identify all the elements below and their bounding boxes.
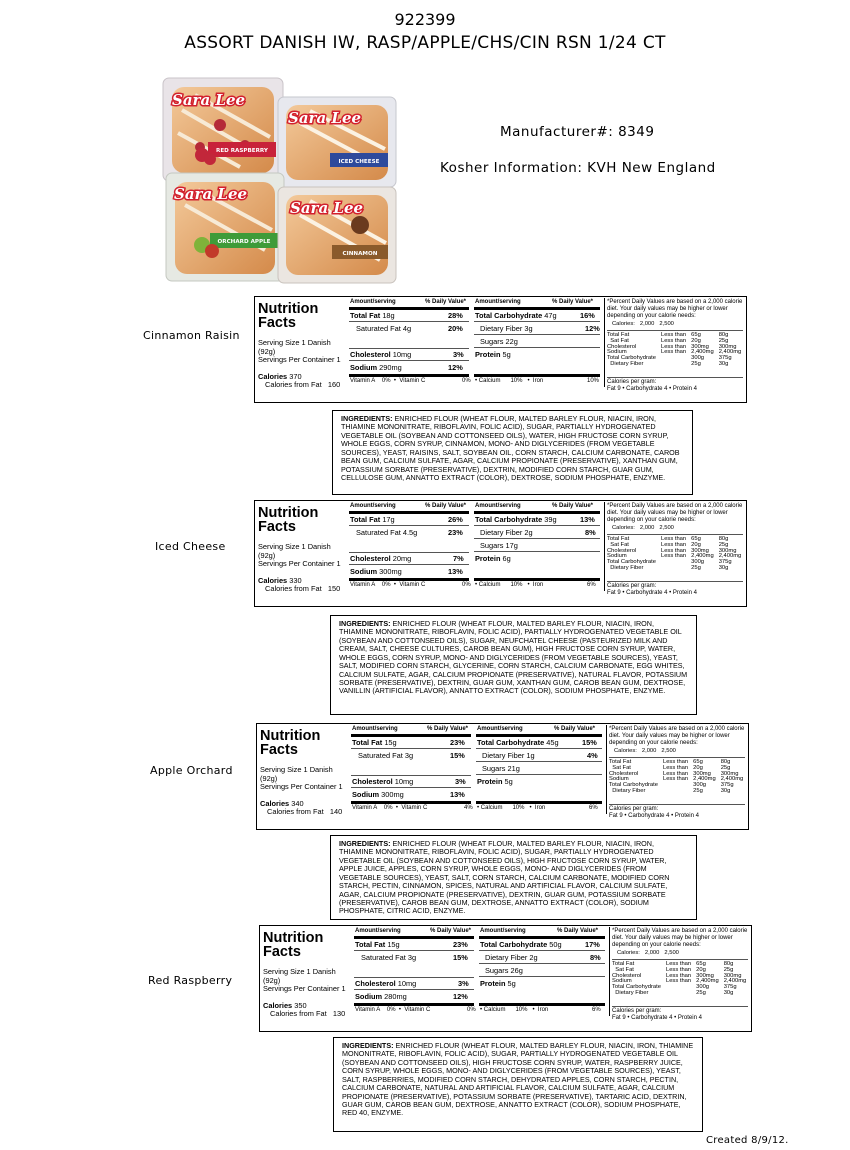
cholesterol: Cholesterol 10mg (352, 777, 414, 786)
package-orchard-apple (166, 173, 284, 281)
saturated-fat: Saturated Fat 3g (361, 953, 417, 962)
sodium: Sodium 280mg (355, 992, 407, 1001)
dietary-fiber: Dietary Fiber 2g (480, 528, 533, 537)
product-name: Apple Orchard (150, 764, 233, 777)
nutrition-title: Facts (258, 315, 296, 331)
iron-value: 6% (592, 1007, 601, 1013)
nutrition-title: Facts (263, 944, 301, 960)
daily-values-table: Total Fat Less than 65g 80g Sat Fat Less than 20g 25g Cholesterol Less than 300mg 300mg Sodium Less than 2,400mg 2,400mg Total Carbohydrate 300g 375g Dietary Fiber 25g 30g (607, 332, 742, 367)
daily-values-table: Total Fat Less than 65g 80g Sat Fat Less than 20g 25g Cholesterol Less than 300mg 300mg Sodium Less than 2,400mg 2,400mg Total Carbohydrate 300g 375g Dietary Fiber 25g 30g (612, 961, 747, 996)
total-carbohydrate: Total Carbohydrate 39g (475, 515, 557, 524)
amount-per-serving-header: Amount/serving (355, 928, 401, 934)
calories-from-fat: Calories from Fat 160 (265, 380, 341, 389)
calories-from-fat: Calories from Fat 140 (267, 807, 343, 816)
manufacturer-number: Manufacturer#: 8349 (500, 124, 655, 140)
nutrition-facts-panel (254, 296, 747, 403)
vitamin-c-value: 0% (462, 582, 471, 588)
ingredients-text: ENRICHED FLOUR (WHEAT FLOUR, MALTED BARLEY FLOUR, NIACIN, IRON, THIAMINE MONONITRATE, RIBOFLAVIN, FOLIC ACID), SUGAR, PARTIALLY HYDROGENATED VEGETABLE OIL (SOYBEAN AND COTTONSEED OILS), HIGH FRUCTOSE CORN SYRUP, WATER, RASPBERRY JUICE, CORN SYRUP, WHOLE EGGS, MONO- AND DIGLYCERIDES (FROM VEGETABLE SOURCES), YEAST, SALT, RASPBERRIES, MODIFIED CORN STARCH, DEHYDRATED APPLES, CORN STARCH, PECTIN, CALCIUM CARBONATE, NATURAL AND ARTIFICIAL FLAVOR, CALCIUM SULFATE, AGAR, CALCIUM PROPIONATE (PRESERVATIVE), POTASSIUM SORBATE (PRESERVATIVE), TARTARIC ACID, DEXTRIN, GUAR GUM, CAROB BEAN GUM, DEXTROSE, ANNATTO EXTRACT (COLOR), SODIUM PHOSPHATE, RED 40, ENZYME. (342, 1041, 694, 1118)
calories: Calories 340 (260, 799, 304, 808)
iron-value: 6% (587, 582, 596, 588)
svg-text:Sara Lee: Sara Lee (290, 199, 364, 217)
total-carbohydrate-dv: 16% (580, 311, 595, 320)
package-cinnamon (278, 187, 396, 283)
calories-per-gram-values: Fat 9 • Carbohydrate 4 • Protein 4 (607, 590, 697, 596)
ingredients-label: INGREDIENTS: (339, 619, 391, 628)
daily-values-table: Calories: 2,000 2,500 (612, 321, 674, 327)
total-carbohydrate-dv: 13% (580, 515, 595, 524)
ingredients-label: INGREDIENTS: (342, 1041, 394, 1050)
daily-value-footnote: *Percent Daily Values are based on a 2,000 calorie diet. Your daily values may be higher or lower depending on your calorie needs: (609, 726, 745, 746)
cholesterol: Cholesterol 10mg (355, 979, 417, 988)
daily-values-table: Calories: 2,000 2,500 (617, 950, 679, 956)
dietary-fiber-dv: 12% (585, 324, 600, 333)
nutrition-title: Nutrition (260, 728, 321, 744)
cholesterol: Cholesterol 10mg (350, 350, 412, 359)
daily-value-footnote: *Percent Daily Values are based on a 2,000 calorie diet. Your daily values may be higher or lower depending on your calorie needs: (607, 299, 743, 319)
vitamin-a: Vitamin A 0% • Vitamin C (355, 1007, 431, 1013)
item-description: ASSORT DANISH IW, RASP/APPLE/CHS/CIN RSN 1/24 CT (184, 33, 666, 53)
ingredients-box (330, 615, 697, 715)
ingredients-text: ENRICHED FLOUR (WHEAT FLOUR, MALTED BARLEY FLOUR, NIACIN, IRON, THIAMINE MONONITRATE, RIBOFLAVIN, FOLIC ACID), PARTIALLY HYDROGENATED VEGETABLE OIL (SOYBEAN AND COTTONSEED OILS), SUGAR, NEUFCHATEL CHEESE (PASTEURIZED MILK AND CREAM, SALT, CHEESE CULTURES, CAROB BEAN GUM), HIGH FRUCTOSE CORN SYRUP, WATER, WHOLE EGGS, CORN SYRUP, MONO- AND DIGLYCERIDES (FROM VEGETABLE SOURCES), YEAST, SALT, MODIFIED CORN STARCH, GLYCERINE, CORN STARCH, CALCIUM CARBONATE, EGG WHITES, CALCIUM SULFATE, AGAR, CALCIUM PROPIONATE (PRESERVATIVE), NATURAL FLAVOR, POTASSIUM SORBATE (PRESERVATIVE), DEXTRIN, GUAR GUM, XANTHAN GUM, CAROB BEAN GUM, DEXTROSE, VANILLIN (ARTIFICIAL FLAVOR), ANNATTO EXTRACT (COLOR), SODIUM PHOSPHATE, ENZYME. (339, 619, 688, 696)
calcium: • Calcium 10% • Iron (477, 805, 546, 811)
calcium: • Calcium 10% • Iron (480, 1007, 549, 1013)
servings-per-container: Servings Per Container 1 (263, 984, 346, 993)
svg-text:ORCHARD APPLE: ORCHARD APPLE (217, 239, 271, 245)
sodium-dv: 12% (448, 363, 463, 372)
daily-value-header: % Daily Value* (554, 726, 596, 732)
calcium: • Calcium 10% • Iron (475, 378, 544, 384)
amount-per-serving-header: Amount/serving (475, 299, 521, 305)
nutrition-facts-panel (256, 723, 749, 830)
saturated-fat: Saturated Fat 4g (356, 324, 412, 333)
svg-text:Sara Lee: Sara Lee (288, 109, 362, 127)
serving-grams: (92g) (258, 551, 276, 560)
vitamin-a: Vitamin A 0% • Vitamin C (350, 582, 426, 588)
total-fat-dv: 28% (448, 311, 463, 320)
iron-value: 6% (589, 805, 598, 811)
amount-per-serving-header: Amount/serving (480, 928, 526, 934)
vitamin-c-value: 0% (462, 378, 471, 384)
servings-per-container: Servings Per Container 1 (258, 559, 341, 568)
daily-value-header: % Daily Value* (557, 928, 599, 934)
daily-values-table: Calories: 2,000 2,500 (614, 748, 676, 754)
nutrition-title: Facts (258, 519, 296, 535)
calories-per-gram: Calories per gram: (607, 379, 657, 385)
total-fat-dv: 23% (453, 940, 468, 949)
dietary-fiber-dv: 8% (585, 528, 596, 537)
saturated-fat-dv: 15% (453, 953, 468, 962)
total-fat: Total Fat 18g (350, 311, 395, 320)
cholesterol-dv: 3% (455, 777, 466, 786)
vitamin-c-value: 0% (467, 1007, 476, 1013)
total-fat: Total Fat 17g (350, 515, 395, 524)
calories-from-fat: Calories from Fat 130 (270, 1009, 346, 1018)
total-fat: Total Fat 15g (355, 940, 400, 949)
calories-from-fat: Calories from Fat 150 (265, 584, 341, 593)
sugars: Sugars 22g (480, 337, 518, 346)
vitamin-a: Vitamin A 0% • Vitamin C (350, 378, 426, 384)
amount-per-serving-header: Amount/serving (350, 503, 396, 509)
kosher-info: Kosher Information: KVH New England (440, 160, 716, 176)
product-name: Iced Cheese (155, 540, 226, 553)
nutrition-title: Nutrition (258, 505, 319, 521)
product-photo (160, 75, 400, 285)
dietary-fiber-dv: 4% (587, 751, 598, 760)
daily-values-table: Total Fat Less than 65g 80g Sat Fat Less than 20g 25g Cholesterol Less than 300mg 300mg Sodium Less than 2,400mg 2,400mg Total Carbohydrate 300g 375g Dietary Fiber 25g 30g (609, 759, 744, 794)
servings-per-container: Servings Per Container 1 (258, 355, 341, 364)
total-fat-dv: 23% (450, 738, 465, 747)
ingredients-box (330, 835, 697, 920)
nutrition-title: Nutrition (258, 301, 319, 317)
sodium: Sodium 300mg (352, 790, 404, 799)
ingredients-label: INGREDIENTS: (341, 414, 393, 423)
total-fat-dv: 26% (448, 515, 463, 524)
amount-per-serving-header: Amount/serving (477, 726, 523, 732)
calories-per-gram-values: Fat 9 • Carbohydrate 4 • Protein 4 (607, 386, 697, 392)
serving-grams: (92g) (260, 774, 278, 783)
serving-grams: (92g) (263, 976, 281, 985)
ingredients-label: INGREDIENTS: (339, 839, 391, 848)
total-carbohydrate-dv: 17% (585, 940, 600, 949)
product-name: Cinnamon Raisin (143, 329, 240, 342)
dietary-fiber: Dietary Fiber 3g (480, 324, 533, 333)
dietary-fiber: Dietary Fiber 1g (482, 751, 535, 760)
ingredients-box (332, 410, 693, 495)
calories-per-gram: Calories per gram: (612, 1008, 662, 1014)
svg-text:Sara Lee: Sara Lee (174, 185, 248, 203)
sodium-dv: 13% (448, 567, 463, 576)
package-red-raspberry (163, 78, 283, 181)
daily-value-footnote: *Percent Daily Values are based on a 2,000 calorie diet. Your daily values may be higher or lower depending on your calorie needs: (612, 928, 748, 948)
protein: Protein 6g (475, 554, 511, 563)
serving-size: Serving Size 1 Danish (260, 765, 333, 774)
protein: Protein 5g (477, 777, 513, 786)
cholesterol: Cholesterol 20mg (350, 554, 412, 563)
calories-per-gram: Calories per gram: (607, 583, 657, 589)
protein: Protein 5g (475, 350, 511, 359)
ingredients-text: ENRICHED FLOUR (WHEAT FLOUR, MALTED BARLEY FLOUR, NIACIN, IRON, THIAMINE MONONITRATE, RIBOFLAVIN, FOLIC ACID), SUGAR, PARTIALLY HYDROGENATED VEGETABLE OIL (SOYBEAN AND COTTONSEED OILS), HIGH FRUCTOSE CORN SYRUP, WATER, APPLE JUICE, APPLES, CORN SYRUP, WHOLE EGGS, MONO- AND DIGLYCERIDES (FROM VEGETABLE SOURCES), YEAST, SALT, CORN STARCH, CALCIUM CARBONATE, MODIFIED CORN STARCH, PECTIN, CINNAMON, SPICES, NATURAL AND ARTIFICIAL FLAVOR, CALCIUM SULFATE, AGAR, CALCIUM PROPIONATE (PRESERVATIVE), DEXTRIN, GUAR GUM, POTASSIUM SORBATE (PRESERVATIVE), CAROB BEAN GUM, DEXTROSE, ANNATTO EXTRACT (COLOR), SODIUM PHOSPHATE, CITRIC ACID, ENZYME. (339, 839, 670, 916)
calories-per-gram-values: Fat 9 • Carbohydrate 4 • Protein 4 (609, 813, 699, 819)
serving-size: Serving Size 1 Danish (263, 967, 336, 976)
saturated-fat-dv: 23% (448, 528, 463, 537)
amount-per-serving-header: Amount/serving (350, 299, 396, 305)
daily-value-header: % Daily Value* (552, 299, 594, 305)
daily-values-table: Calories: 2,000 2,500 (612, 525, 674, 531)
total-fat: Total Fat 15g (352, 738, 397, 747)
daily-value-footnote: *Percent Daily Values are based on a 2,000 calorie diet. Your daily values may be higher or lower depending on your calorie needs: (607, 503, 743, 523)
iron-value: 10% (587, 378, 600, 384)
cholesterol-dv: 7% (453, 554, 464, 563)
cholesterol-dv: 3% (453, 350, 464, 359)
sodium: Sodium 290mg (350, 363, 402, 372)
daily-value-header: % Daily Value* (552, 503, 594, 509)
total-carbohydrate: Total Carbohydrate 50g (480, 940, 562, 949)
calories-per-gram-values: Fat 9 • Carbohydrate 4 • Protein 4 (612, 1015, 702, 1021)
amount-per-serving-header: Amount/serving (475, 503, 521, 509)
daily-values-table: Total Fat Less than 65g 80g Sat Fat Less than 20g 25g Cholesterol Less than 300mg 300mg Sodium Less than 2,400mg 2,400mg Total Carbohydrate 300g 375g Dietary Fiber 25g 30g (607, 536, 742, 571)
saturated-fat: Saturated Fat 3g (358, 751, 414, 760)
product-name: Red Raspberry (148, 974, 233, 987)
sara-lee-logo: Sara Lee (172, 91, 246, 109)
ingredients-text: ENRICHED FLOUR (WHEAT FLOUR, MALTED BARLEY FLOUR, NIACIN, IRON, THIAMINE MONONITRATE, RIBOFLAVIN, FOLIC ACID), SUGAR, PARTIALLY HYDROGENATED VEGETABLE OIL (SOYBEAN AND COTTONSEED OILS), WATER, HIGH FRUCTOSE CORN SYRUP, WHOLE EGGS, CORN SYRUP, CINNAMON, MONO- AND DIGLYCERIDES (FROM VEGETABLE SOURCES), YEAST, RAISINS, SALT, SOYBEAN OIL, CORN STARCH, CALCIUM CARBONATE, CAROB BEAN GUM, CALCIUM SULFATE, AGAR, CALCIUM PROPIONATE (PRESERVATIVE), XANTHAN GUM, POTASSIUM SORBATE (PRESERVATIVE), DEXTRIN, MODIFIED CORN STARCH, GUAR GUM, CELLULOSE GUM, ANNATTO EXTRACT (COLOR), DEXTROSE, SODIUM PHOSPHATE, ENZYME. (341, 414, 680, 482)
protein: Protein 5g (480, 979, 516, 988)
serving-size: Serving Size 1 Danish (258, 542, 331, 551)
sodium: Sodium 300mg (350, 567, 402, 576)
created-date: Created 8/9/12. (706, 1135, 789, 1146)
vitamin-c-value: 4% (464, 805, 473, 811)
total-carbohydrate-dv: 15% (582, 738, 597, 747)
item-number: 922399 (394, 10, 456, 29)
calories: Calories 350 (263, 1001, 307, 1010)
nutrition-facts-panel (259, 925, 752, 1032)
calories: Calories 370 (258, 372, 302, 381)
serving-size: Serving Size 1 Danish (258, 338, 331, 347)
sodium-dv: 12% (453, 992, 468, 1001)
vitamin-a: Vitamin A 0% • Vitamin C (352, 805, 428, 811)
daily-value-header: % Daily Value* (425, 503, 467, 509)
calories: Calories 330 (258, 576, 302, 585)
total-carbohydrate: Total Carbohydrate 45g (477, 738, 559, 747)
svg-text:CINNAMON: CINNAMON (342, 251, 378, 257)
svg-text:ICED CHEESE: ICED CHEESE (338, 159, 380, 165)
sodium-dv: 13% (450, 790, 465, 799)
dietary-fiber-dv: 8% (590, 953, 601, 962)
saturated-fat-dv: 15% (450, 751, 465, 760)
daily-value-header: % Daily Value* (430, 928, 472, 934)
daily-value-header: % Daily Value* (427, 726, 469, 732)
daily-value-header: % Daily Value* (425, 299, 467, 305)
calcium: • Calcium 10% • Iron (475, 582, 544, 588)
amount-per-serving-header: Amount/serving (352, 726, 398, 732)
nutrition-title: Nutrition (263, 930, 324, 946)
svg-text:RED RASPBERRY: RED RASPBERRY (216, 148, 268, 154)
nutrition-title: Facts (260, 742, 298, 758)
total-carbohydrate: Total Carbohydrate 47g (475, 311, 557, 320)
sugars: Sugars 26g (485, 966, 523, 975)
saturated-fat-dv: 20% (448, 324, 463, 333)
sugars: Sugars 17g (480, 541, 518, 550)
cholesterol-dv: 3% (458, 979, 469, 988)
package-iced-cheese (278, 97, 396, 187)
calories-per-gram: Calories per gram: (609, 806, 659, 812)
nutrition-facts-panel (254, 500, 747, 607)
ingredients-box (333, 1037, 703, 1132)
dietary-fiber: Dietary Fiber 2g (485, 953, 538, 962)
saturated-fat: Saturated Fat 4.5g (356, 528, 418, 537)
serving-grams: (92g) (258, 347, 276, 356)
servings-per-container: Servings Per Container 1 (260, 782, 343, 791)
sugars: Sugars 21g (482, 764, 520, 773)
